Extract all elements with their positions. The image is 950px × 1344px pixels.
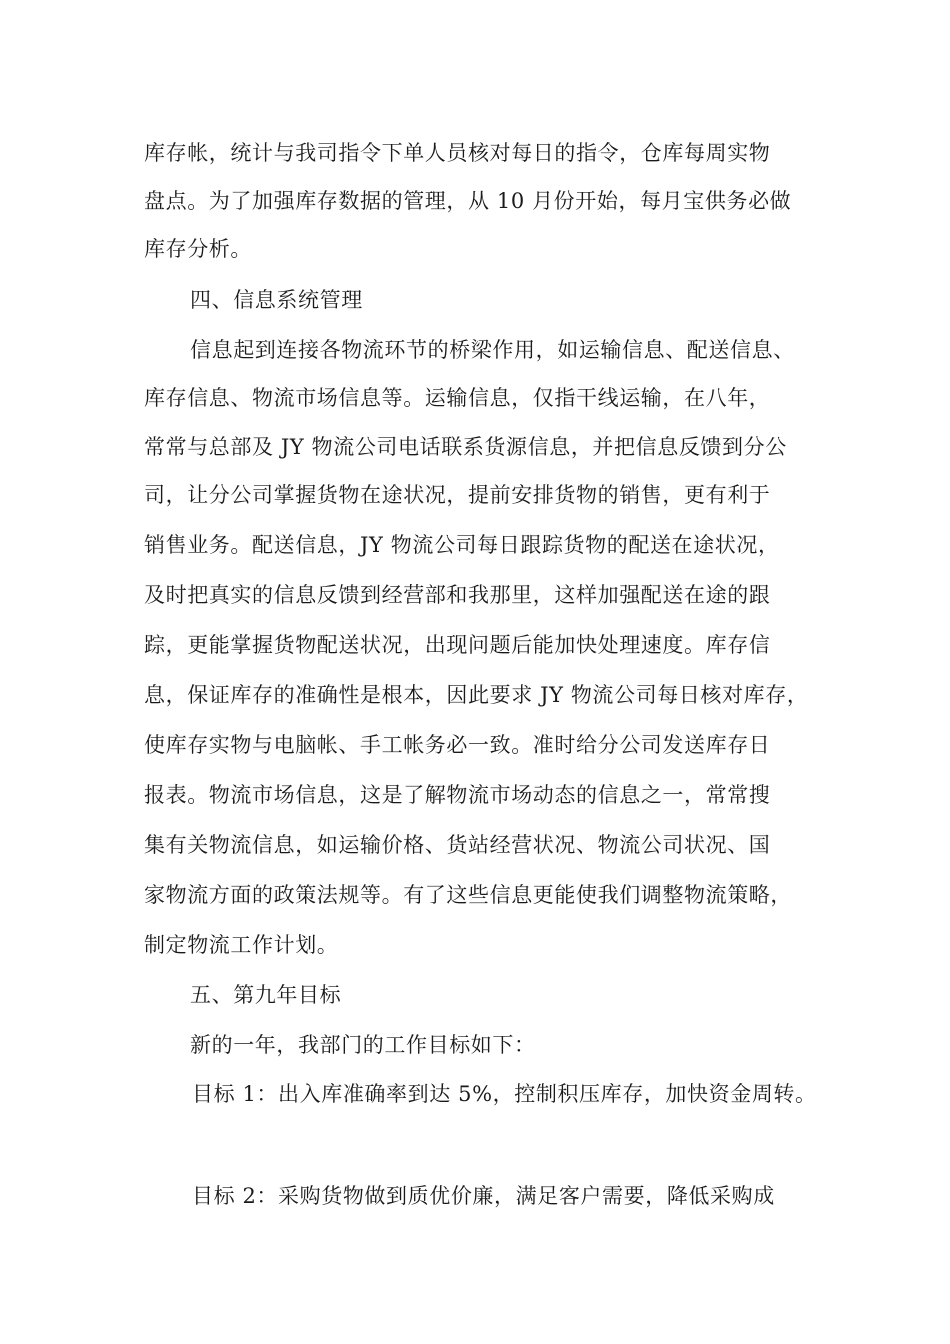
body-text-line: 盘点。为了加强库存数据的管理，从 10 月份开始，每月宝供务必做: [144, 189, 792, 213]
body-text-line: 及时把真实的信息反馈到经营部和我那里，这样加强配送在途的跟: [144, 583, 771, 607]
body-text-line: 踪，更能掌握货物配送状况，出现问题后能加快处理速度。库存信: [144, 633, 771, 657]
body-text-line: 库存分析。: [144, 237, 252, 261]
body-text-line: 销售业务。配送信息，JY 物流公司每日跟踪货物的配送在途状况，: [144, 533, 780, 557]
body-text-line: 常常与总部及 JY 物流公司电话联系货源信息，并把信息反馈到分公: [144, 435, 787, 459]
body-text-line: 新的一年，我部门的工作目标如下：: [190, 1033, 536, 1057]
body-text-line: 司，让分公司掌握货物在途状况，提前安排货物的销售，更有利于: [144, 483, 771, 507]
body-text-line: 息，保证库存的准确性是根本，因此要求 JY 物流公司每日核对库存，: [144, 683, 809, 707]
goal-item-2: 目标 2：采购货物做到质优价廉，满足客户需要，降低采购成: [192, 1184, 775, 1208]
body-text-line: 使库存实物与电脑帐、手工帐务必一致。准时给分公司发送库存日: [144, 733, 771, 757]
body-text-line: 家物流方面的政策法规等。有了这些信息更能使我们调整物流策略，: [144, 883, 792, 907]
section-heading-5: 五、第九年目标: [190, 983, 342, 1007]
body-text-line: 库存信息、物流市场信息等。运输信息，仅指干线运输，在八年，: [144, 386, 771, 410]
body-text-line: 制定物流工作计划。: [144, 933, 339, 957]
body-text-line: 报表。物流市场信息，这是了解物流市场动态的信息之一，常常搜: [144, 783, 771, 807]
body-text-line: 集有关物流信息，如运输价格、货站经营状况、物流公司状况、国: [144, 833, 771, 857]
body-text-line: 库存帐，统计与我司指令下单人员核对每日的指令，仓库每周实物: [144, 141, 771, 165]
section-heading-4: 四、信息系统管理: [190, 288, 363, 312]
body-text-line: 信息起到连接各物流环节的桥梁作用，如运输信息、配送信息、: [190, 338, 795, 362]
goal-item-1: 目标 1：出入库准确率到达 5%，控制积压库存，加快资金周转。: [192, 1082, 817, 1106]
